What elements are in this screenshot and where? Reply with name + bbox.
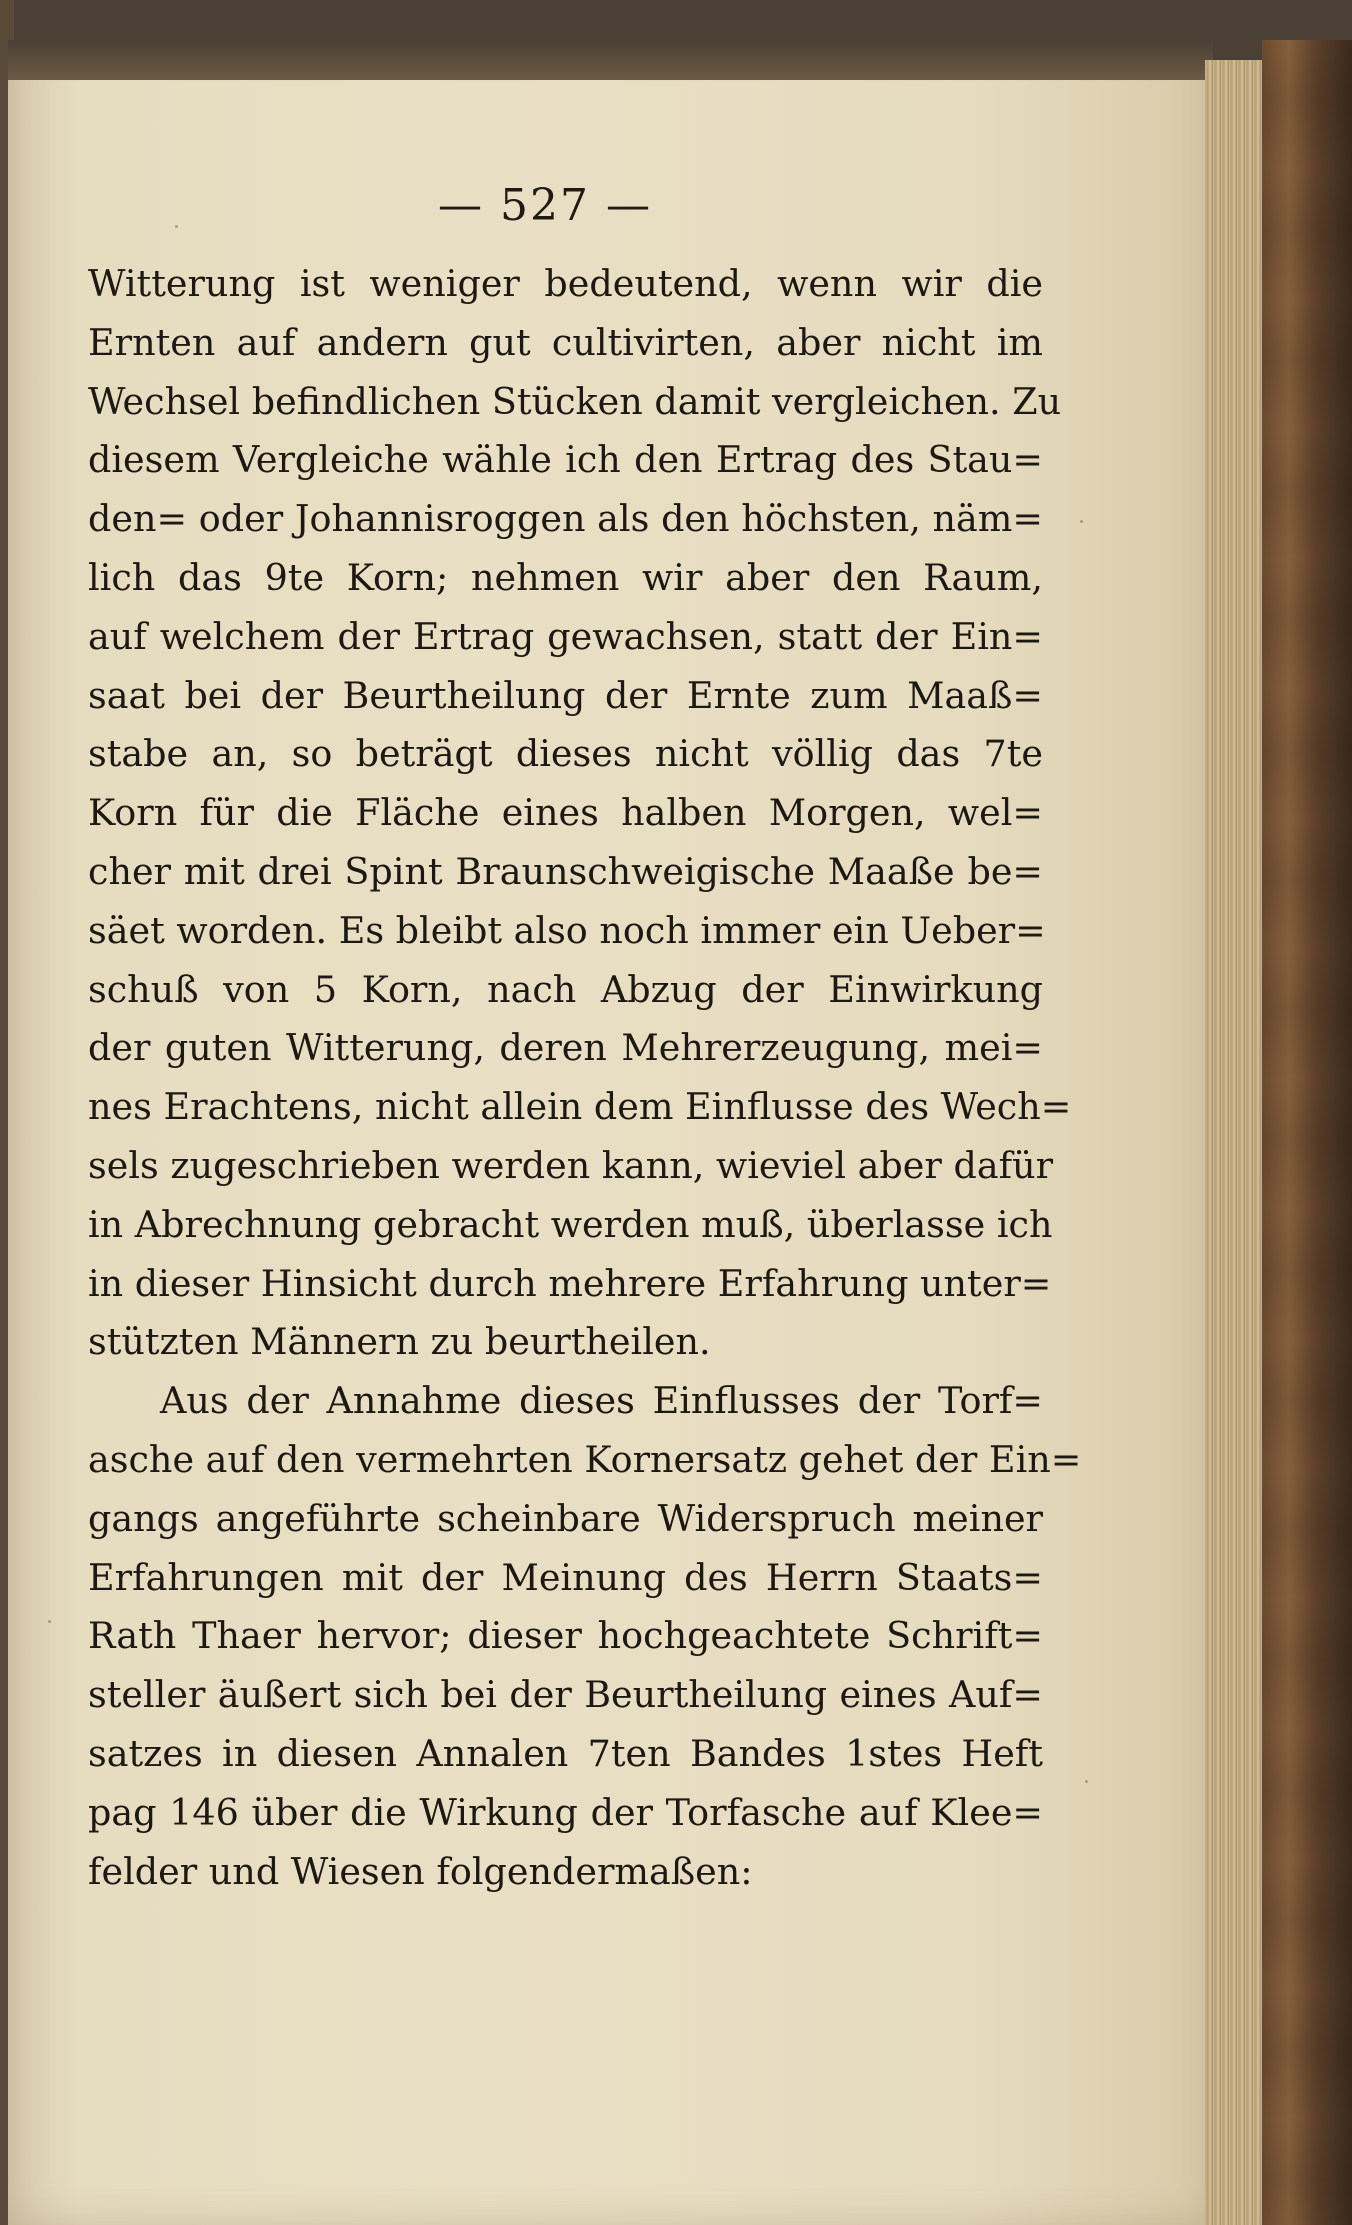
text-line: Erfahrungen mit der Meinung des Herrn Staats= <box>88 1555 1043 1599</box>
text-line: den= oder Johannisroggen als den höchsten, näm= <box>88 497 1043 541</box>
paper-speck <box>1085 1780 1088 1783</box>
text-line: felder und Wiesen folgendermaßen: <box>88 1849 753 1893</box>
text-line: diesem Vergleiche wähle ich den Ertrag des Stau= <box>88 438 1043 482</box>
text-line: cher mit drei Spint Braunschweigische Maaße be= <box>88 849 1043 893</box>
text-line: steller äußert sich bei der Beurtheilung eines Auf= <box>88 1673 1043 1717</box>
text-line: schuß von 5 Korn, nach Abzug der Einwirkung <box>88 967 1043 1011</box>
text-line: sels zugeschrieben werden kann, wieviel aber dafür <box>88 1143 1054 1187</box>
text-line: in dieser Hinsicht durch mehrere Erfahrung unter= <box>88 1261 1052 1305</box>
paper-speck <box>1080 520 1083 523</box>
text-line: satzes in diesen Annalen 7ten Bandes 1stes Heft <box>88 1731 1043 1775</box>
text-line: gangs angeführte scheinbare Widerspruch meiner <box>88 1496 1043 1540</box>
text-line: auf welchem der Ertrag gewachsen, statt der Ein= <box>88 614 1043 658</box>
text-line: pag 146 über die Wirkung der Torfasche auf Klee= <box>88 1790 1043 1834</box>
page-top-edge <box>8 40 1213 80</box>
text-line: Rath Thaer hervor; dieser hochgeachtete Schrift= <box>88 1614 1043 1658</box>
text-line: saat bei der Beurtheilung der Ernte zum Maaß= <box>88 673 1043 717</box>
text-line: stabe an, so beträgt dieses nicht völlig das 7te <box>88 732 1043 776</box>
text-line: in Abrechnung gebracht werden muß, überlasse ich <box>88 1202 1053 1246</box>
text-line: stützten Männern zu beurtheilen. <box>88 1320 711 1364</box>
text-line: Witterung ist weniger bedeutend, wenn wir die <box>88 262 1043 305</box>
page-number: — 527 — <box>438 180 652 231</box>
body-text <box>88 255 1082 1901</box>
text-line: asche auf den vermehrten Kornersatz gehet der Ein= <box>88 1437 1082 1481</box>
text-line: säet worden. Es bleibt also noch immer ein Ueber= <box>88 908 1046 952</box>
text-line: nes Erachtens, nicht allein dem Einflusse des Wech= <box>88 1085 1072 1129</box>
text-line: Ernten auf andern gut cultivirten, aber nicht im <box>88 320 1043 364</box>
cover-shading <box>1262 40 1352 2225</box>
paper-speck <box>48 1620 51 1623</box>
text-line: Wechsel befindlichen Stücken damit vergleichen. Zu <box>88 379 1062 423</box>
text-line: lich das 9te Korn; nehmen wir aber den Raum, <box>88 555 1043 599</box>
text-line: Korn für die Fläche eines halben Morgen, wel= <box>88 791 1043 835</box>
text-line: der guten Witterung, deren Mehrerzeugung, mei= <box>88 1026 1043 1070</box>
paper-speck <box>175 225 178 228</box>
page-block-edge <box>1205 60 1265 2225</box>
text-line: Aus der Annahme dieses Einflusses der Torf= <box>160 1379 1043 1423</box>
